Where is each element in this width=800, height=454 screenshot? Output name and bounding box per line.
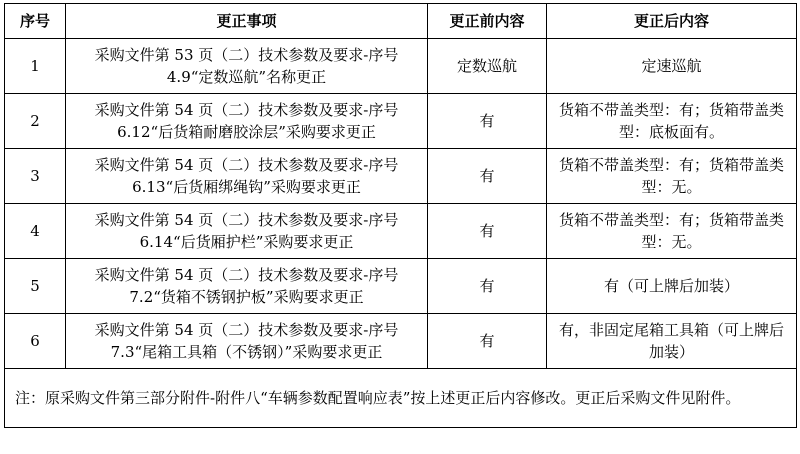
row-item: 采购文件第 54 页（二）技术参数及要求-序号 7.3“尾箱工具箱（不锈钢）”采购要求更正	[66, 314, 428, 369]
row-after: 有，非固定尾箱工具箱（可上牌后加装）	[547, 314, 797, 369]
row-no: 4	[5, 204, 66, 259]
row-after: 货箱不带盖类型：有；货箱带盖类型：无。	[547, 149, 797, 204]
row-before: 有	[428, 204, 547, 259]
row-before: 有	[428, 149, 547, 204]
table-row	[5, 314, 797, 369]
table-row	[5, 39, 797, 94]
row-before: 定数巡航	[428, 39, 547, 94]
header-before: 更正前内容	[428, 4, 547, 39]
row-item: 采购文件第 53 页（二）技术参数及要求-序号 4.9“定数巡航”名称更正	[66, 39, 428, 94]
header-after: 更正后内容	[547, 4, 797, 39]
table-note: 注：原采购文件第三部分附件-附件八“车辆参数配置响应表”按上述更正后内容修改。更正后采购文件见附件。	[5, 369, 797, 428]
row-no: 5	[5, 259, 66, 314]
row-item: 采购文件第 54 页（二）技术参数及要求-序号 7.2“货箱不锈钢护板”采购要求更正	[66, 259, 428, 314]
row-item: 采购文件第 54 页（二）技术参数及要求-序号 6.14“后货厢护栏”采购要求更正	[66, 204, 428, 259]
header-item: 更正事项	[66, 4, 428, 39]
row-before: 有	[428, 94, 547, 149]
table-row	[5, 204, 797, 259]
row-item: 采购文件第 54 页（二）技术参数及要求-序号 6.13“后货厢绑绳钩”采购要求更正	[66, 149, 428, 204]
row-no: 2	[5, 94, 66, 149]
row-before: 有	[428, 314, 547, 369]
header-no: 序号	[5, 4, 66, 39]
row-no: 1	[5, 39, 66, 94]
correction-table	[4, 3, 797, 428]
row-after: 货箱不带盖类型：有；货箱带盖类型：底板面有。	[547, 94, 797, 149]
table-row	[5, 94, 797, 149]
correction-table-wrapper	[4, 3, 797, 428]
table-row	[5, 259, 797, 314]
row-after: 定速巡航	[547, 39, 797, 94]
row-before: 有	[428, 259, 547, 314]
row-no: 3	[5, 149, 66, 204]
row-after: 有（可上牌后加装）	[547, 259, 797, 314]
table-row	[5, 149, 797, 204]
row-no: 6	[5, 314, 66, 369]
row-after: 货箱不带盖类型：有；货箱带盖类型：无。	[547, 204, 797, 259]
header-row	[5, 4, 797, 39]
row-item: 采购文件第 54 页（二）技术参数及要求-序号 6.12“后货箱耐磨胶涂层”采购要求更正	[66, 94, 428, 149]
note-row	[5, 369, 797, 428]
